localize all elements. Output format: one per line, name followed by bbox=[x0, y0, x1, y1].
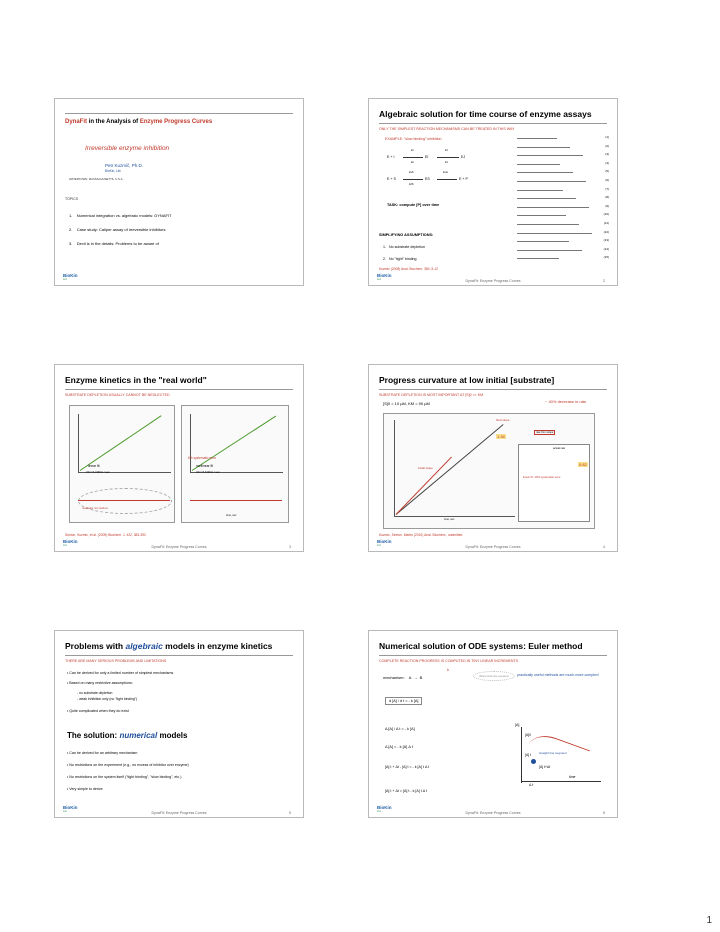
conditions: [S]0 = 10 µM, KM = 90 µM bbox=[383, 401, 430, 406]
slide-4-title: Progress curvature at low initial [substrate] bbox=[379, 375, 555, 385]
equation-row: (6) bbox=[515, 178, 609, 185]
page-number: 1 bbox=[706, 915, 712, 926]
author: Petr Kuzmič, Ph.D. bbox=[105, 163, 144, 168]
eq-2: Δ [A] / Δ t = - k [A] bbox=[385, 727, 415, 731]
equation-row: (10) bbox=[515, 212, 609, 219]
problem-item: • Can be derived for only a limited number of simplest mechanisms bbox=[67, 671, 174, 675]
problem-item: • Based on many restrictive assumptions: bbox=[67, 681, 133, 685]
biokin-logo: BioKin Ltd. bbox=[63, 805, 78, 813]
solution-item: • Very simple to derive bbox=[67, 787, 103, 791]
biokin-logo: BioKin Ltd. bbox=[377, 539, 392, 547]
equation-row: (12) bbox=[515, 230, 609, 237]
assumptions-title: SIMPLIFYING ASSUMPTIONS: bbox=[379, 233, 434, 237]
solution-title: The solution: numerical models bbox=[67, 731, 188, 740]
linear-fit-chart: linear fit V0 = 5.3 RFU / sec residuals not random bbox=[69, 405, 175, 523]
topics-label: TOPICS bbox=[65, 197, 78, 201]
progress-curve-chart: final slope 1.34 initial slope actual rate linear fit: 10% systematic error rate from slope 0.82 time, sec bbox=[383, 413, 595, 529]
biokin-logo: BioKin Ltd. bbox=[63, 273, 78, 281]
assumption-item: 2. No "tight" binding bbox=[383, 257, 417, 261]
equation-row: (9) bbox=[515, 204, 609, 211]
equation-row: (1) bbox=[515, 135, 609, 142]
cloud-note: differential rate equation bbox=[473, 671, 515, 681]
problem-item: • Quite complicated when they do exist bbox=[67, 709, 129, 713]
reaction-scheme: E + I EI EJ k1 k2 k3 k4 E + S ES E + P kaS kdS kcat bbox=[387, 149, 468, 186]
biokin-logo: BioKin Ltd. bbox=[377, 805, 392, 813]
reference: Kuzmic (2008) Anal. Biochem. 380, 5-12 bbox=[379, 267, 439, 271]
biokin-logo: BioKin Ltd. bbox=[63, 539, 78, 547]
topic-item: 3. Devil is in the details: Problems to be aware of bbox=[69, 241, 159, 246]
problem-item: - no substrate depletion bbox=[77, 691, 113, 695]
slide-4-subtitle: SUBSTRATE DEPLETION IS MOST IMPORTANT AT [S]0 << KM bbox=[379, 393, 484, 397]
slide-6-subtitle: COMPLETE REACTION PROGRESS IS COMPUTED IN TINY LINEAR INCREMENTS bbox=[379, 659, 519, 663]
location: WATERTOWN, MASSACHUSETTS, U.S.A. bbox=[69, 177, 124, 181]
solution-item: • No restrictions on the system itself ("tight binding", "slow binding", etc.) bbox=[67, 775, 182, 779]
equation-row: (2) bbox=[515, 144, 609, 151]
slide-5-title: Problems with algebraic models in enzyme kinetics bbox=[65, 641, 273, 651]
example-label: EXAMPLE: "slow binding" inhibition bbox=[385, 137, 442, 141]
biokin-logo: BioKin Ltd. bbox=[377, 273, 392, 281]
slide-6-title: Numerical solution of ODE systems: Euler method bbox=[379, 641, 583, 651]
slide-3-title: Enzyme kinetics in the "real world" bbox=[65, 375, 207, 385]
topic-item: 2. Case study: Caliper assay of irreversible inhibitors bbox=[69, 227, 166, 232]
slide-5: Problems with algebraic models in enzyme kinetics THERE ARE MANY SERIOUS PROBLEMS AND LIMITATIONS • Can be derived for only a limited number of simplest mechanisms • Based on many restrictive assumptions: - no substrate depletion - weak inhibition only (no "tight binding") • Quite complicated when they do exist The solution: numerical models • Can be derived for an arbitrary mechanism • No restrictions on the experiment (e.g., no excess of inhibitor over enzyme) • No restrictions on the system itself ("tight binding", "slow binding", etc.) • Very simple to derive DynaFit: Enzyme Progress Curves 5 BioKin Ltd. bbox=[54, 630, 304, 818]
slide-1-title: DynaFit in the Analysis of Enzyme Progress Curves bbox=[65, 119, 213, 125]
k-label: k bbox=[447, 667, 449, 672]
equation-row: (4) bbox=[515, 161, 609, 168]
equation-row: (14) bbox=[515, 247, 609, 254]
slide-1 bbox=[54, 98, 304, 286]
equation-row: (5) bbox=[515, 169, 609, 176]
equation-row: (13) bbox=[515, 238, 609, 245]
equation-row: (15) bbox=[515, 255, 609, 262]
equation-row: (7) bbox=[515, 187, 609, 194]
nonlinear-fit-chart: 6% systematic error nonlinear fit V0 = 5.6 RFU / sec time, sec bbox=[181, 405, 289, 523]
topic-item: 1. Numerical integration vs. algebraic models: DYNAFIT bbox=[69, 213, 172, 218]
useful-note: practically useful methods are much more complex! bbox=[517, 673, 599, 677]
slide-4: Progress curvature at low initial [substrate] SUBSTRATE DEPLETION IS MOST IMPORTANT AT [S]0 << KM [S]0 = 10 µM, KM = 90 µM ~ 40% decrease in rate final slope 1.34 initial slope actual rate linear fit: 10% systematic error rate from slope 0.82 time, sec Kuzmic, Sexton, Martin (2010) Anal. Biochem., submitted DynaFit: Enzyme Progress Curves 4 BioKin Ltd. bbox=[368, 364, 618, 552]
euler-diagram: [A] [A]0 [A] t [A] t+Δt straight line segment time bbox=[515, 723, 605, 783]
slide-1-heading: Irreversible enzyme inhibition bbox=[85, 145, 170, 152]
slide-3-subtitle: SUBSTRATE DEPLETION USUALLY CANNOT BE NEGLECTED bbox=[65, 393, 170, 397]
task-label: TASK: compute [P] over time bbox=[387, 203, 440, 207]
solution-item: • Can be derived for an arbitrary mechanism bbox=[67, 751, 138, 755]
company: BioKin, Ltd. bbox=[105, 169, 122, 173]
decrease-note: ~ 40% decrease in rate bbox=[545, 399, 587, 404]
slide-6: Numerical solution of ODE systems: Euler method COMPLETE REACTION PROGRESS IS COMPUTED IN TINY LINEAR INCREMENTS k mechanism: A → B differential rate equation practically useful methods are much more complex! d [A] / d t = - k [A] Δ [A] / Δ t = - k [A] Δ [A] = - k [A] Δ t [A] t + Δt - [A] t = - k [A] t Δ t [A] t + Δt = [A] t - k [A] t Δ t [A] [A]0 [A] t [A] t+Δt straight line segment time Δ t DynaFit: Enzyme Progress Curves 6 BioKin Ltd. bbox=[368, 630, 618, 818]
solution-item: • No restrictions on the experiment (e.g., no excess of inhibitor over enzyme) bbox=[67, 763, 189, 767]
slide-2-subtitle: ONLY THE SIMPLEST REACTION MECHANISMS CAN BE TREATED IN THIS WAY bbox=[379, 127, 515, 131]
mechanism: mechanism: A → B bbox=[383, 675, 423, 680]
eq-1: d [A] / d t = - k [A] bbox=[385, 697, 422, 705]
equation-row: (3) bbox=[515, 152, 609, 159]
equation-row: (8) bbox=[515, 195, 609, 202]
slide-5-subtitle: THERE ARE MANY SERIOUS PROBLEMS AND LIMITATIONS bbox=[65, 659, 167, 663]
equation-row: (11) bbox=[515, 221, 609, 228]
slide-2: Algebraic solution for time course of enzyme assays ONLY THE SIMPLEST REACTION MECHANISMS CAN BE TREATED IN THIS WAY EXAMPLE: "slow binding" inhibition E + I EI EJ k1 k2 k3 k4 E + S ES E + P kaS kdS kcat TASK: compute [P] over time SIMPLIFYING ASSUMPTIONS: 1. No substrate depletion 2. No "tight" binding (1) (2) (3) (4) (5) (6) (7) (8) (9) (10) (11) (12) (13) (14) (15) Kuzmic (2008) Anal. Biochem. 380, 5-12 DynaFit: Enzyme Progress Curves 2 BioKin Ltd. bbox=[368, 98, 618, 286]
eq-4: [A] t + Δt - [A] t = - k [A] t Δ t bbox=[385, 765, 430, 769]
equations-block bbox=[515, 135, 609, 273]
slide-3: Enzyme kinetics in the "real world" SUBSTRATE DEPLETION USUALLY CANNOT BE NEGLECTED linear fit V0 = 5.3 RFU / sec residuals not random 6% systematic error nonlinear fit V0 = 5.6 RFU / sec time, sec Sexton, Kuzmic, et al. (2009) Biochem. J. 422, 383-392 DynaFit: Enzyme Progress Curves 3 BioKin Ltd. bbox=[54, 364, 304, 552]
assumption-item: 1. No substrate depletion bbox=[383, 245, 425, 249]
reference: Kuzmic, Sexton, Martin (2010) Anal. Biochem., submitted bbox=[379, 533, 463, 537]
problem-item: - weak inhibition only (no "tight binding") bbox=[77, 697, 138, 701]
slide-2-title: Algebraic solution for time course of enzyme assays bbox=[379, 109, 592, 119]
reference: Sexton, Kuzmic, et al. (2009) Biochem. J. 422, 383-392 bbox=[65, 533, 146, 537]
eq-3: Δ [A] = - k [A] Δ t bbox=[385, 745, 413, 749]
delta-t: Δ t bbox=[529, 783, 534, 787]
eq-5: [A] t + Δt = [A] t - k [A] t Δ t bbox=[385, 789, 427, 793]
